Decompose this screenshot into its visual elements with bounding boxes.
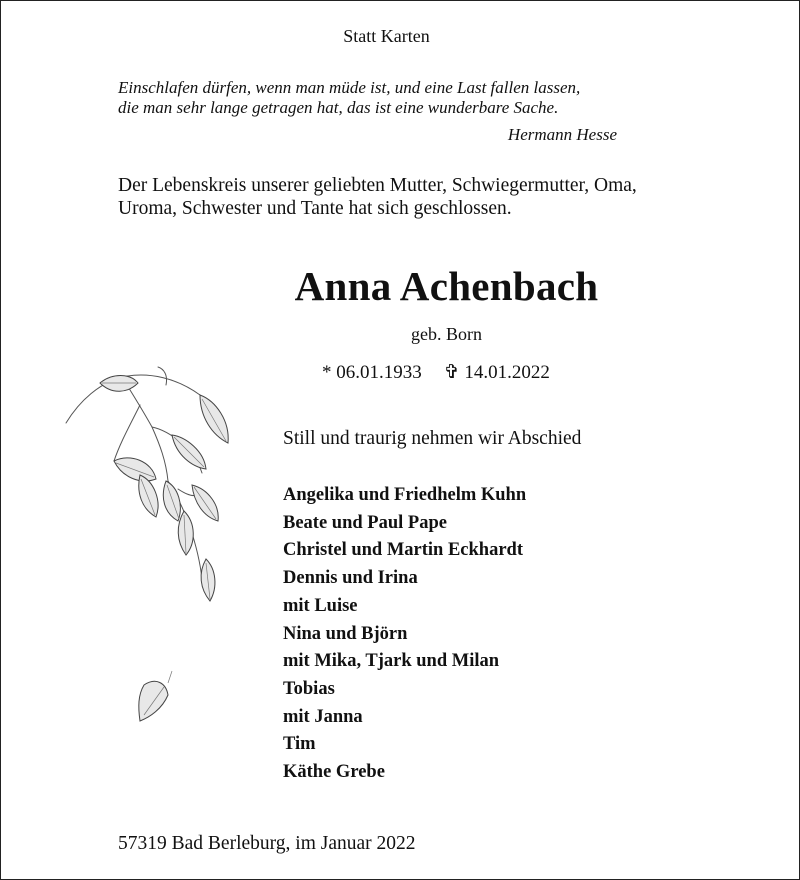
mourner-item: Beate und Paul Pape bbox=[283, 512, 447, 533]
deceased-name: Anna Achenbach bbox=[294, 263, 599, 309]
mourners-list bbox=[283, 482, 526, 787]
mourner-item: Dennis und Irina bbox=[283, 568, 418, 589]
mourner-item: Christel und Martin Eckhardt bbox=[283, 540, 524, 561]
mourner-item: mit Luise bbox=[283, 595, 358, 616]
mourner-item: mit Janna bbox=[283, 706, 363, 727]
mourner-item: Nina und Björn bbox=[283, 623, 408, 644]
mourner-item: Tobias bbox=[283, 678, 335, 699]
quote-line-1: Einschlafen dürfen, wenn man müde ist, und eine Last fallen lassen, bbox=[118, 78, 581, 97]
quote-line-2: die man sehr lange getragen hat, das ist eine wunderbare Sache. bbox=[118, 98, 559, 117]
quote-author: Hermann Hesse bbox=[507, 125, 617, 144]
cross-icon: ✞ bbox=[443, 362, 460, 383]
mourner-item: Käthe Grebe bbox=[283, 762, 385, 783]
farewell-text: Still und traurig nehmen wir Abschied bbox=[283, 428, 582, 449]
death-date: 14.01.2022 bbox=[464, 362, 550, 383]
header-text: Statt Karten bbox=[343, 26, 430, 46]
life-dates bbox=[322, 361, 550, 384]
intro-line-2: Uroma, Schwester und Tante hat sich geschlossen. bbox=[118, 198, 512, 219]
mourner-item: Angelika und Friedhelm Kuhn bbox=[283, 485, 527, 505]
mourner-item: Tim bbox=[283, 734, 316, 755]
footer-place-date: 57319 Bad Berleburg, im Januar 2022 bbox=[118, 833, 416, 854]
maiden-name: geb. Born bbox=[411, 324, 482, 344]
birth-date: * 06.01.1933 bbox=[322, 362, 422, 383]
intro-line-1: Der Lebenskreis unserer geliebten Mutter, Schwiegermutter, Oma, bbox=[118, 175, 637, 196]
birch-branch-icon bbox=[60, 365, 260, 745]
mourner-item: mit Mika, Tjark und Milan bbox=[283, 651, 500, 672]
